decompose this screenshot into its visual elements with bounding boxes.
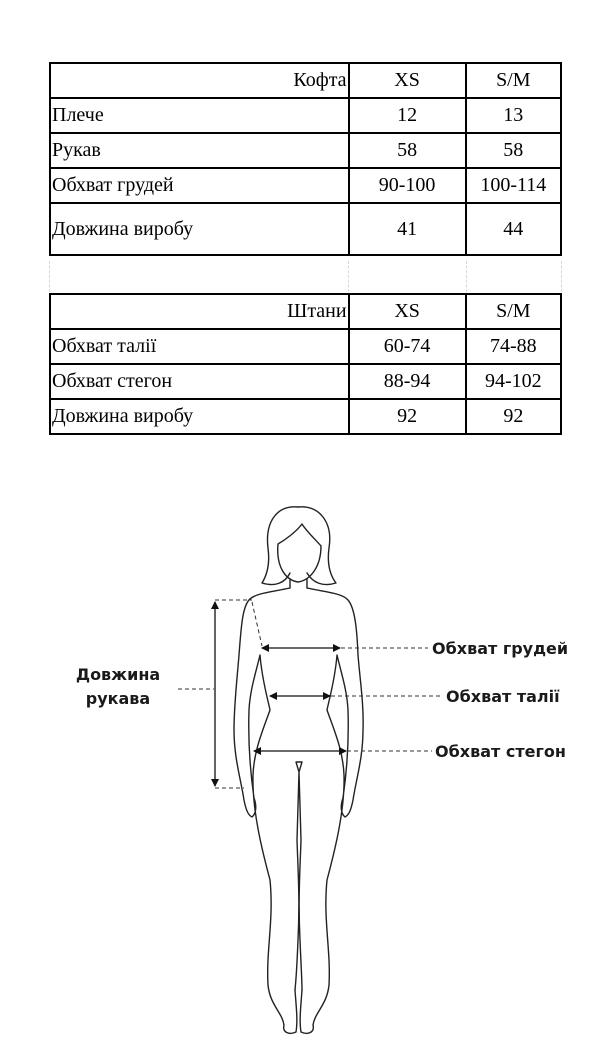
- sm-value: 94-102: [466, 364, 561, 399]
- row-label: Обхват талії: [50, 329, 349, 364]
- sm-value: 13: [466, 98, 561, 133]
- row-label: Довжина виробу: [50, 399, 349, 434]
- face-outline: [278, 524, 321, 582]
- table-gap-divider: [561, 261, 562, 292]
- sm-value: 44: [466, 203, 561, 255]
- table-row: [50, 364, 561, 399]
- chest-label: Обхват грудей: [432, 639, 569, 658]
- table-row: [50, 329, 561, 364]
- row-label: Рукав: [50, 133, 349, 168]
- sleeve-length-label-line2: рукава: [85, 689, 151, 708]
- table-header-row: [50, 294, 561, 329]
- table-row: [50, 98, 561, 133]
- inner-leg-outline: [295, 762, 302, 990]
- hair-outline: [262, 507, 336, 585]
- torso-left-outline: [234, 588, 297, 1033]
- xs-value: 90-100: [349, 168, 466, 203]
- body-measurement-figure: [0, 490, 600, 1061]
- table-row: [50, 399, 561, 434]
- waist-label: Обхват талії: [446, 687, 560, 706]
- xs-value: 41: [349, 203, 466, 255]
- row-label: Обхват грудей: [50, 168, 349, 203]
- jacket-header-cell: Кофта: [50, 63, 349, 98]
- table-row: [50, 133, 561, 168]
- sm-value: 74-88: [466, 329, 561, 364]
- xs-value: 58: [349, 133, 466, 168]
- pants-header-cell: Штани: [50, 294, 349, 329]
- table-header-row: [50, 63, 561, 98]
- row-label: Плече: [50, 98, 349, 133]
- table-row: [50, 168, 561, 203]
- size-sm-header: S/M: [466, 63, 561, 98]
- pants-size-table: [49, 293, 562, 435]
- sleeve-length-label-line1: Довжина: [75, 665, 161, 684]
- size-xs-header: XS: [349, 63, 466, 98]
- sm-value: 100-114: [466, 168, 561, 203]
- row-label: Обхват стегон: [50, 364, 349, 399]
- xs-value: 60-74: [349, 329, 466, 364]
- size-xs-header: XS: [349, 294, 466, 329]
- row-label: Довжина виробу: [50, 203, 349, 255]
- sleeve-dashed-shoulder: [252, 602, 262, 646]
- torso-right-outline: [300, 588, 363, 1033]
- table-gap-divider: [348, 261, 349, 292]
- table-row: [50, 203, 561, 255]
- table-gap-divider: [49, 261, 50, 292]
- xs-value: 12: [349, 98, 466, 133]
- xs-value: 92: [349, 399, 466, 434]
- xs-value: 88-94: [349, 364, 466, 399]
- jacket-size-table: [49, 62, 562, 256]
- sm-value: 92: [466, 399, 561, 434]
- body-outline: [234, 507, 363, 1033]
- size-sm-header: S/M: [466, 294, 561, 329]
- table-gap-divider: [466, 261, 467, 292]
- hips-label: Обхват стегон: [435, 742, 566, 761]
- sm-value: 58: [466, 133, 561, 168]
